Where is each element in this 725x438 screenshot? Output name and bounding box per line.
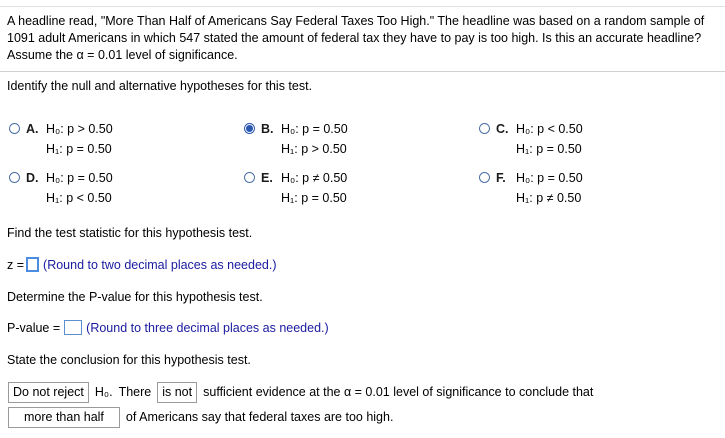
option-b-h1: H₁: p > 0.50 (281, 142, 347, 156)
option-d-letter: D. (26, 171, 39, 185)
option-d[interactable] (9, 171, 113, 208)
option-f-h1: H₁: p ≠ 0.50 (516, 191, 582, 205)
proportion-dropdown[interactable]: more than half (8, 407, 120, 428)
option-a[interactable] (9, 122, 113, 159)
conclusion-prompt: State the conclusion for this hypothesis test. (7, 353, 251, 367)
evidence-dropdown[interactable]: is not (157, 382, 197, 403)
z-label: z = (7, 257, 25, 272)
section-divider (0, 71, 725, 72)
option-c-radio[interactable] (479, 123, 490, 134)
option-b-letter: B. (261, 122, 274, 136)
option-c-h0: H₀: p < 0.50 (516, 122, 583, 136)
option-d-radio[interactable] (9, 172, 20, 183)
option-c-h1: H₁: p = 0.50 (516, 142, 582, 156)
p-value-row (7, 320, 329, 335)
z-hint: (Round to two decimal places as needed.) (43, 257, 277, 272)
there-text: There (118, 385, 152, 399)
option-e-h0: H₀: p ≠ 0.50 (281, 171, 348, 185)
option-b-h0: H₀: p = 0.50 (281, 122, 348, 136)
test-statistic-prompt: Find the test statistic for this hypothesis test. (7, 226, 253, 240)
option-e-letter: E. (261, 171, 273, 185)
option-e-radio[interactable] (244, 172, 255, 183)
conclusion-middle-text: sufficient evidence at the α = 0.01 level of significance to conclude that (203, 385, 594, 399)
hypotheses-prompt: Identify the null and alternative hypotheses for this test. (7, 79, 313, 93)
top-divider (0, 6, 725, 7)
option-a-h1: H₁: p = 0.50 (46, 142, 112, 156)
option-f-radio[interactable] (479, 172, 490, 183)
option-f-letter: F. (496, 171, 506, 185)
p-value-label: P-value = (7, 320, 61, 335)
p-value-hint: (Round to three decimal places as needed.) (86, 320, 329, 335)
p-value-prompt: Determine the P-value for this hypothesis test. (7, 290, 263, 304)
option-c[interactable] (479, 122, 583, 159)
option-c-letter: C. (496, 122, 509, 136)
decision-dropdown[interactable]: Do not reject (8, 382, 89, 403)
conclusion-block (8, 381, 708, 428)
h0-ref: H₀. (94, 385, 113, 399)
test-statistic-row (7, 257, 277, 272)
z-input[interactable] (26, 257, 39, 272)
conclusion-ending-text: of Americans say that federal taxes are too high. (125, 410, 394, 424)
p-value-input[interactable] (64, 320, 82, 335)
option-b[interactable] (244, 122, 348, 159)
option-a-radio[interactable] (9, 123, 20, 134)
option-f[interactable] (479, 171, 583, 208)
option-a-h0: H₀: p > 0.50 (46, 122, 113, 136)
option-b-radio[interactable] (244, 123, 255, 134)
option-d-h0: H₀: p = 0.50 (46, 171, 113, 185)
option-e[interactable] (244, 171, 347, 208)
option-f-h0: H₀: p = 0.50 (516, 171, 583, 185)
option-e-h1: H₁: p = 0.50 (281, 191, 347, 205)
question-text: A headline read, "More Than Half of Americans Say Federal Taxes Too High." The headline was based on a random sample of 1091 adult Americans in which 547 stated the amount of federal tax they have to pay is too high. Is this an accurate headline? Assume the α = 0.01 level of significance. (7, 14, 705, 62)
option-a-letter: A. (26, 122, 39, 136)
option-d-h1: H₁: p < 0.50 (46, 191, 112, 205)
